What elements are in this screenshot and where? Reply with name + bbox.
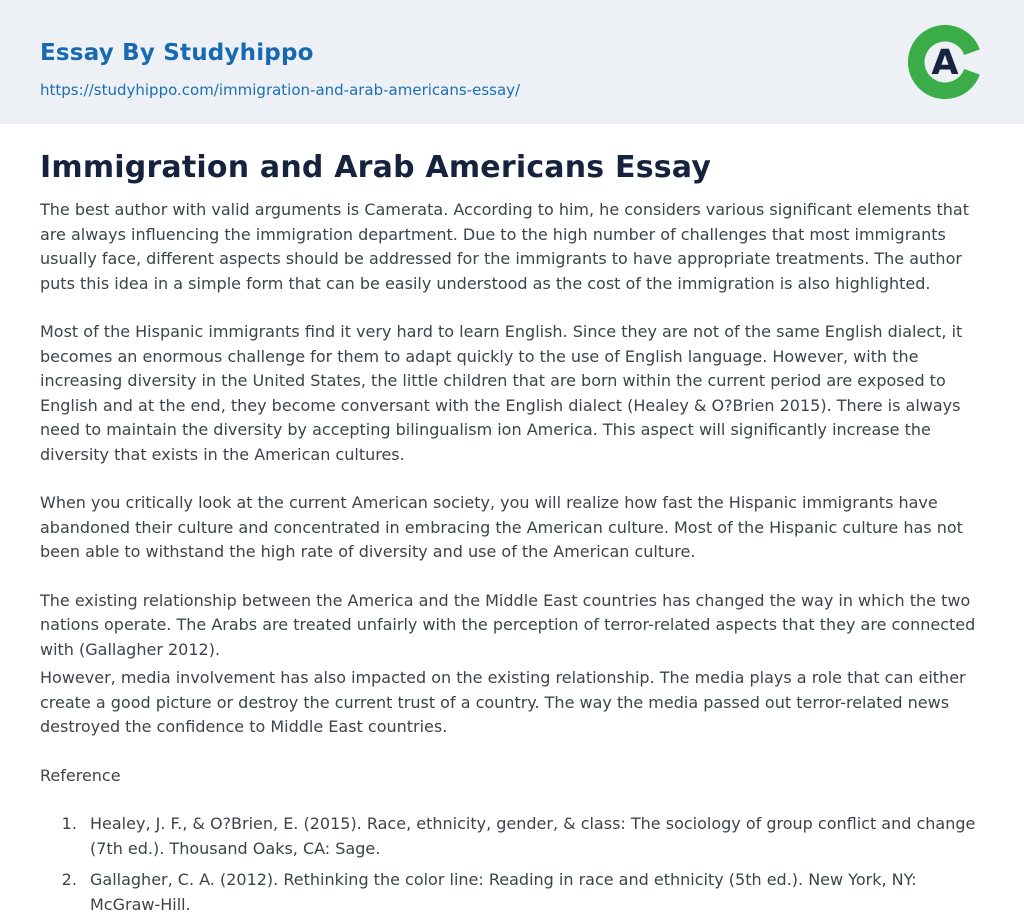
header-text [40, 40, 984, 99]
reference-item-1: 1. Healey, J. F., & O?Brien, E. (2015). Race, ethnicity, gender, & class: The sociology of group conflict and change (7th ed.). Thousand Oaks, CA: Sage. [82, 812, 982, 861]
reference-item-2: 2. Gallagher, C. A. (2012). Rethinking the color line: Reading in race and ethnicity (5th ed.). New York, NY: McGraw-Hill. [82, 868, 982, 917]
page-title: Immigration and Arab Americans Essay [40, 150, 712, 185]
paragraph-3: When you critically look at the current American society, you will realize how fast the Hispanic immigrants have abandoned their culture and concentrated in embracing the American culture. Most of the Hispanic culture has not been able to withstand the high rate of diversity and use of the American culture. [40, 493, 963, 561]
paragraph-4: The existing relationship between the America and the Middle East countries has changed the way in which the two nations operate. The Arabs are treated unfairly with the perception of terror-related aspects that they are connected with (Gallagher 2012). [40, 590, 976, 659]
paragraph-2: Most of the Hispanic immigrants find it very hard to learn English. Since they are not of the same English dialect, it becomes an enormous challenge for them to adapt quickly to the use of English language. However, with the increasing diversity in the United States, the little children that are born within the current period are exposed to English and at the end, they become conversant with the English dialect (Healey & O?Brien 2015). There is always need to maintain the diversity by accepting bilingualism ion America. This aspect will significantly increase the diversity that exists in the American cultures. [40, 322, 963, 464]
site-title: Essay By Studyhippo [40, 40, 314, 66]
header [0, 0, 1024, 124]
studyhippo-logo-icon [906, 23, 984, 101]
logo-letter: A [931, 42, 959, 84]
reference-heading: Reference [40, 765, 121, 785]
paragraph-1: The best author with valid arguments is Camerata. According to him, he considers various significant elements that are always influencing the immigration department. Due to the high number of challenges that most immigrants usually face, different aspects should be addressed for the immigrants to have appropriate treatments. The author puts this idea in a simple form that can be easily understood as the cost of the immigration is also highlighted. [40, 200, 969, 293]
logo-ring-icon [906, 23, 984, 101]
article [0, 124, 1024, 917]
reference-list [82, 812, 982, 917]
paragraph-5: However, media involvement has also impacted on the existing relationship. The media plays a role that can either create a good picture or destroy the current trust of a country. The way the media passed out terror-related news destroyed the confidence to Middle East countries. [40, 668, 966, 736]
source-url-link[interactable]: https://studyhippo.com/immigration-and-arab-americans-essay/ [40, 81, 521, 99]
